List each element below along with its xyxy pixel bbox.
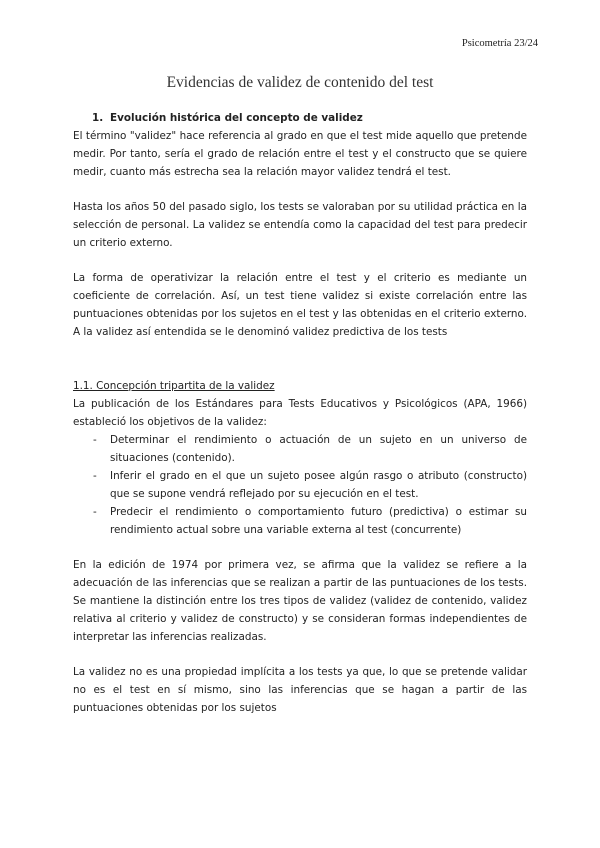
list-item-text: Determinar el rendimiento o actuación de un sujeto en un universo de situaciones (contenido). [110, 434, 527, 464]
paragraph: El término "validez" hace referencia al grado en que el test mide aquello que pretende medir. Por tanto, sería el grado de relación entre el test y el constructo que se quiere medir, cuanto más estrecha sea la relación mayor validez tendrá el test. [73, 130, 527, 178]
section-1-heading [92, 109, 527, 127]
bullet-dash: - [93, 434, 97, 446]
list-item [73, 503, 527, 539]
bullet-dash: - [93, 470, 97, 482]
list-item [73, 431, 527, 467]
section-1-number: 1. [92, 112, 104, 124]
page-header: Psicometría 23/24 [461, 38, 538, 49]
paragraph: La publicación de los Estándares para Tests Educativos y Psicológicos (APA, 1966) estableció los objetivos de la validez: [73, 398, 527, 428]
document-title: Evidencias de validez de contenido del test [166, 74, 434, 91]
paragraph: La validez no es una propiedad implícita a los tests ya que, lo que se pretende validar no es el test en sí mismo, sino las inferencias que se hagan a partir de las puntuaciones obtenidas por los sujetos [73, 666, 527, 714]
list-item [73, 467, 527, 503]
list-item-text: Predecir el rendimiento o comportamiento futuro (predictiva) o estimar su rendimiento actual sobre una variable externa al test (concurrente) [110, 506, 527, 536]
section-1-heading-text: Evolución histórica del concepto de validez [110, 112, 363, 124]
document-body [73, 109, 527, 717]
objectives-list [73, 431, 527, 539]
section-1-1-heading: 1.1. Concepción tripartita de la validez [73, 380, 275, 392]
paragraph: Hasta los años 50 del pasado siglo, los tests se valoraban por su utilidad práctica en la selección de personal. La validez se entendía como la capacidad del test para predecir un criterio externo. [73, 201, 527, 249]
list-item-text: Inferir el grado en el que un sujeto posee algún rasgo o atributo (constructo) que se supone vendrá reflejado por su ejecución en el test. [110, 470, 527, 500]
paragraph: La forma de operativizar la relación entre el test y el criterio es mediante un coeficiente de correlación. Así, un test tiene validez si existe correlación entre las puntuaciones obtenidas por los sujetos en el test y las obtenidas en el criterio externo. A la validez así entendida se le denominó validez predictiva de los tests [73, 272, 527, 338]
paragraph: En la edición de 1974 por primera vez, se afirma que la validez se refiere a la adecuación de las inferencias que se realizan a partir de las puntuaciones de los tests. Se mantiene la distinción entre los tres tipos de validez (validez de contenido, validez relativa al criterio y validez de constructo) y se consideran formas independientes de interpretar las inferencias realizadas. [73, 559, 527, 643]
bullet-dash: - [93, 506, 97, 518]
